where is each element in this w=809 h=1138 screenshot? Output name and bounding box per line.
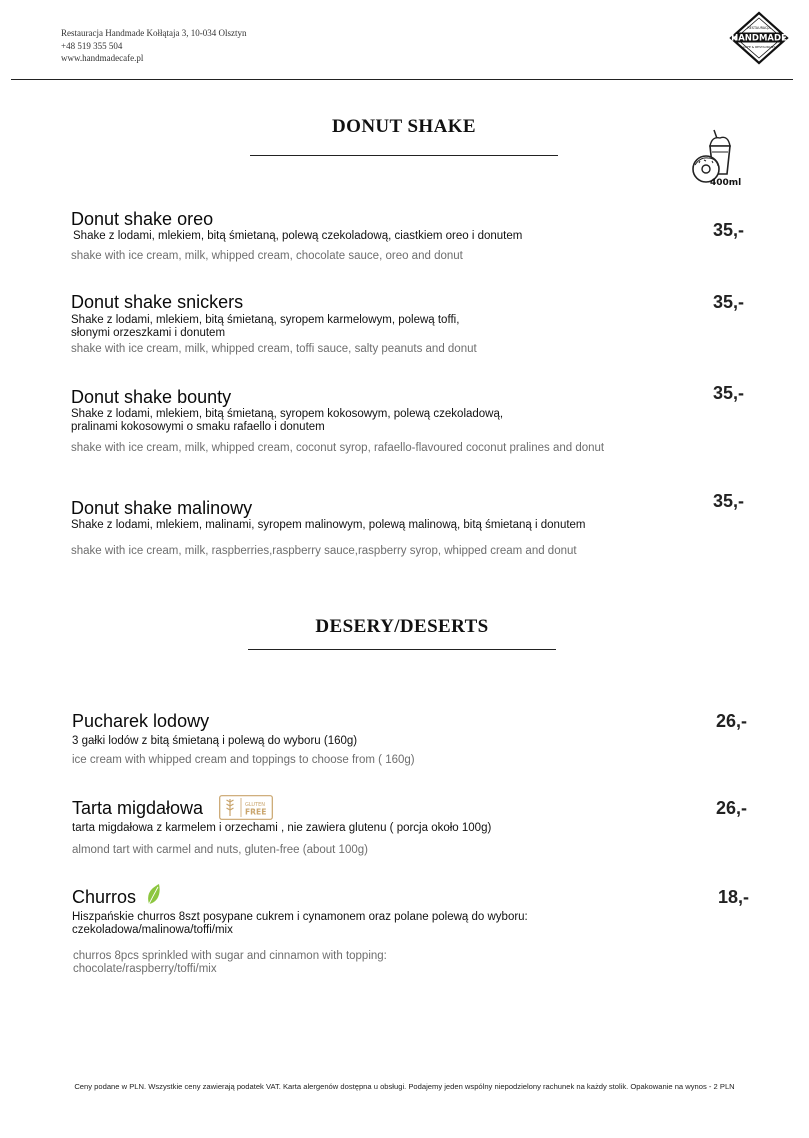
restaurant-info <box>61 27 246 65</box>
item-desc-pl-malinowy: Shake z lodami, mlekiem, malinami, syropem malinowym, polewą malinową, bitą śmietaną i donutem <box>71 519 586 531</box>
item-price-malinowy: 35,- <box>713 491 745 511</box>
gluten-free-badge <box>219 795 273 820</box>
section-title-donut-shake: DONUT SHAKE <box>332 116 476 137</box>
item-desc-en-churros: churros 8pcs sprinkled with sugar and cinnamon with topping: chocolate/raspberry/toffi/mix <box>73 950 387 975</box>
item-desc-pl-snickers: Shake z lodami, mlekiem, bitą śmietaną, syropem karmelowym, polewą toffi, słonymi orzeszkami i donutem <box>71 314 460 339</box>
badge-line1: GLUTEN <box>245 802 266 808</box>
item-desc-pl-churros: Hiszpańskie churros 8szt posypane cukrem i cynamonem oraz polane polewą do wyboru: czekoladowa/malinowa/toffi/mix <box>72 911 528 936</box>
item-desc-en-oreo: shake with ice cream, milk, whipped cream, chocolate sauce, oreo and donut <box>71 250 463 262</box>
logo-bottom-text: CAFE & RESTAURANT <box>743 45 775 49</box>
item-name-pucharek: Pucharek lodowy <box>72 711 210 731</box>
volume-label: 400ml <box>710 178 742 188</box>
item-name-tarta: Tarta migdałowa <box>72 798 204 818</box>
item-desc-pl-oreo: Shake z lodami, mlekiem, bitą śmietaną, polewą czekoladową, ciastkiem oreo i donutem <box>73 230 523 242</box>
item-name-snickers: Donut shake snickers <box>71 292 244 312</box>
handmade-logo <box>727 11 791 65</box>
item-name-bounty: Donut shake bounty <box>71 387 232 407</box>
item-desc-en-bounty: shake with ice cream, milk, whipped cream, coconut syrop, rafaello-flavoured coconut pralines and donut <box>71 442 605 454</box>
item-name-malinowy: Donut shake malinowy <box>71 498 253 518</box>
item-price-bounty: 35,- <box>713 383 745 403</box>
section-title-desserts: DESERY/DESERTS <box>315 616 489 637</box>
item-price-churros: 18,- <box>718 887 750 907</box>
item-price-tarta: 26,- <box>716 798 748 818</box>
item-price-oreo: 35,- <box>713 220 745 240</box>
item-desc-en-malinowy: shake with ice cream, milk, raspberries,raspberry sauce,raspberry syrop, whipped cream and donut <box>71 545 577 557</box>
item-name-churros: Churros <box>72 887 137 907</box>
item-price-snickers: 35,- <box>713 292 745 312</box>
badge-line2: FREE <box>245 807 267 817</box>
item-desc-en-snickers: shake with ice cream, milk, whipped cream, toffi sauce, salty peanuts and donut <box>71 343 477 355</box>
item-desc-pl-bounty: Shake z lodami, mlekiem, bitą śmietaną, syropem kokosowym, polewą czekoladową, pralinami kokosowymi o smaku rafaello i donutem <box>71 408 504 433</box>
section-divider-donut-shake <box>250 155 558 156</box>
logo-text: HANDMADE <box>731 33 787 44</box>
logo-top-text: RESTAURACJA <box>747 26 771 30</box>
item-desc-en-pucharek: ice cream with whipped cream and toppings to choose from ( 160g) <box>72 754 415 766</box>
vegetarian-leaf-icon <box>145 884 161 906</box>
item-desc-en-tarta: almond tart with carmel and nuts, gluten-free (about 100g) <box>72 844 368 856</box>
item-desc-pl-tarta: tarta migdałowa z karmelem i orzechami , nie zawiera glutenu ( porcja około 100g) <box>72 822 492 834</box>
item-price-pucharek: 26,- <box>716 711 748 731</box>
section-divider-desserts <box>248 649 556 650</box>
restaurant-phone: +48 519 355 504 <box>61 40 123 51</box>
item-desc-pl-pucharek: 3 gałki lodów z bitą śmietaną i polewą do wyboru (160g) <box>72 735 358 747</box>
restaurant-address: Restauracja Handmade Kołłątaja 3, 10-034 Olsztyn <box>61 28 247 38</box>
restaurant-website: www.handmadecafe.pl <box>61 53 144 63</box>
header-divider <box>11 79 793 80</box>
item-name-oreo: Donut shake oreo <box>71 209 214 229</box>
milkshake-donut-icon <box>688 126 746 188</box>
footer-note: Ceny podane w PLN. Wszystkie ceny zawierają podatek VAT. Karta alergenów dostępna u obsługi. Podajemy jeden wspólny niepodzielony rachunek na każdy stolik. Opakowanie na wynos - 2 PLN <box>74 1082 735 1091</box>
